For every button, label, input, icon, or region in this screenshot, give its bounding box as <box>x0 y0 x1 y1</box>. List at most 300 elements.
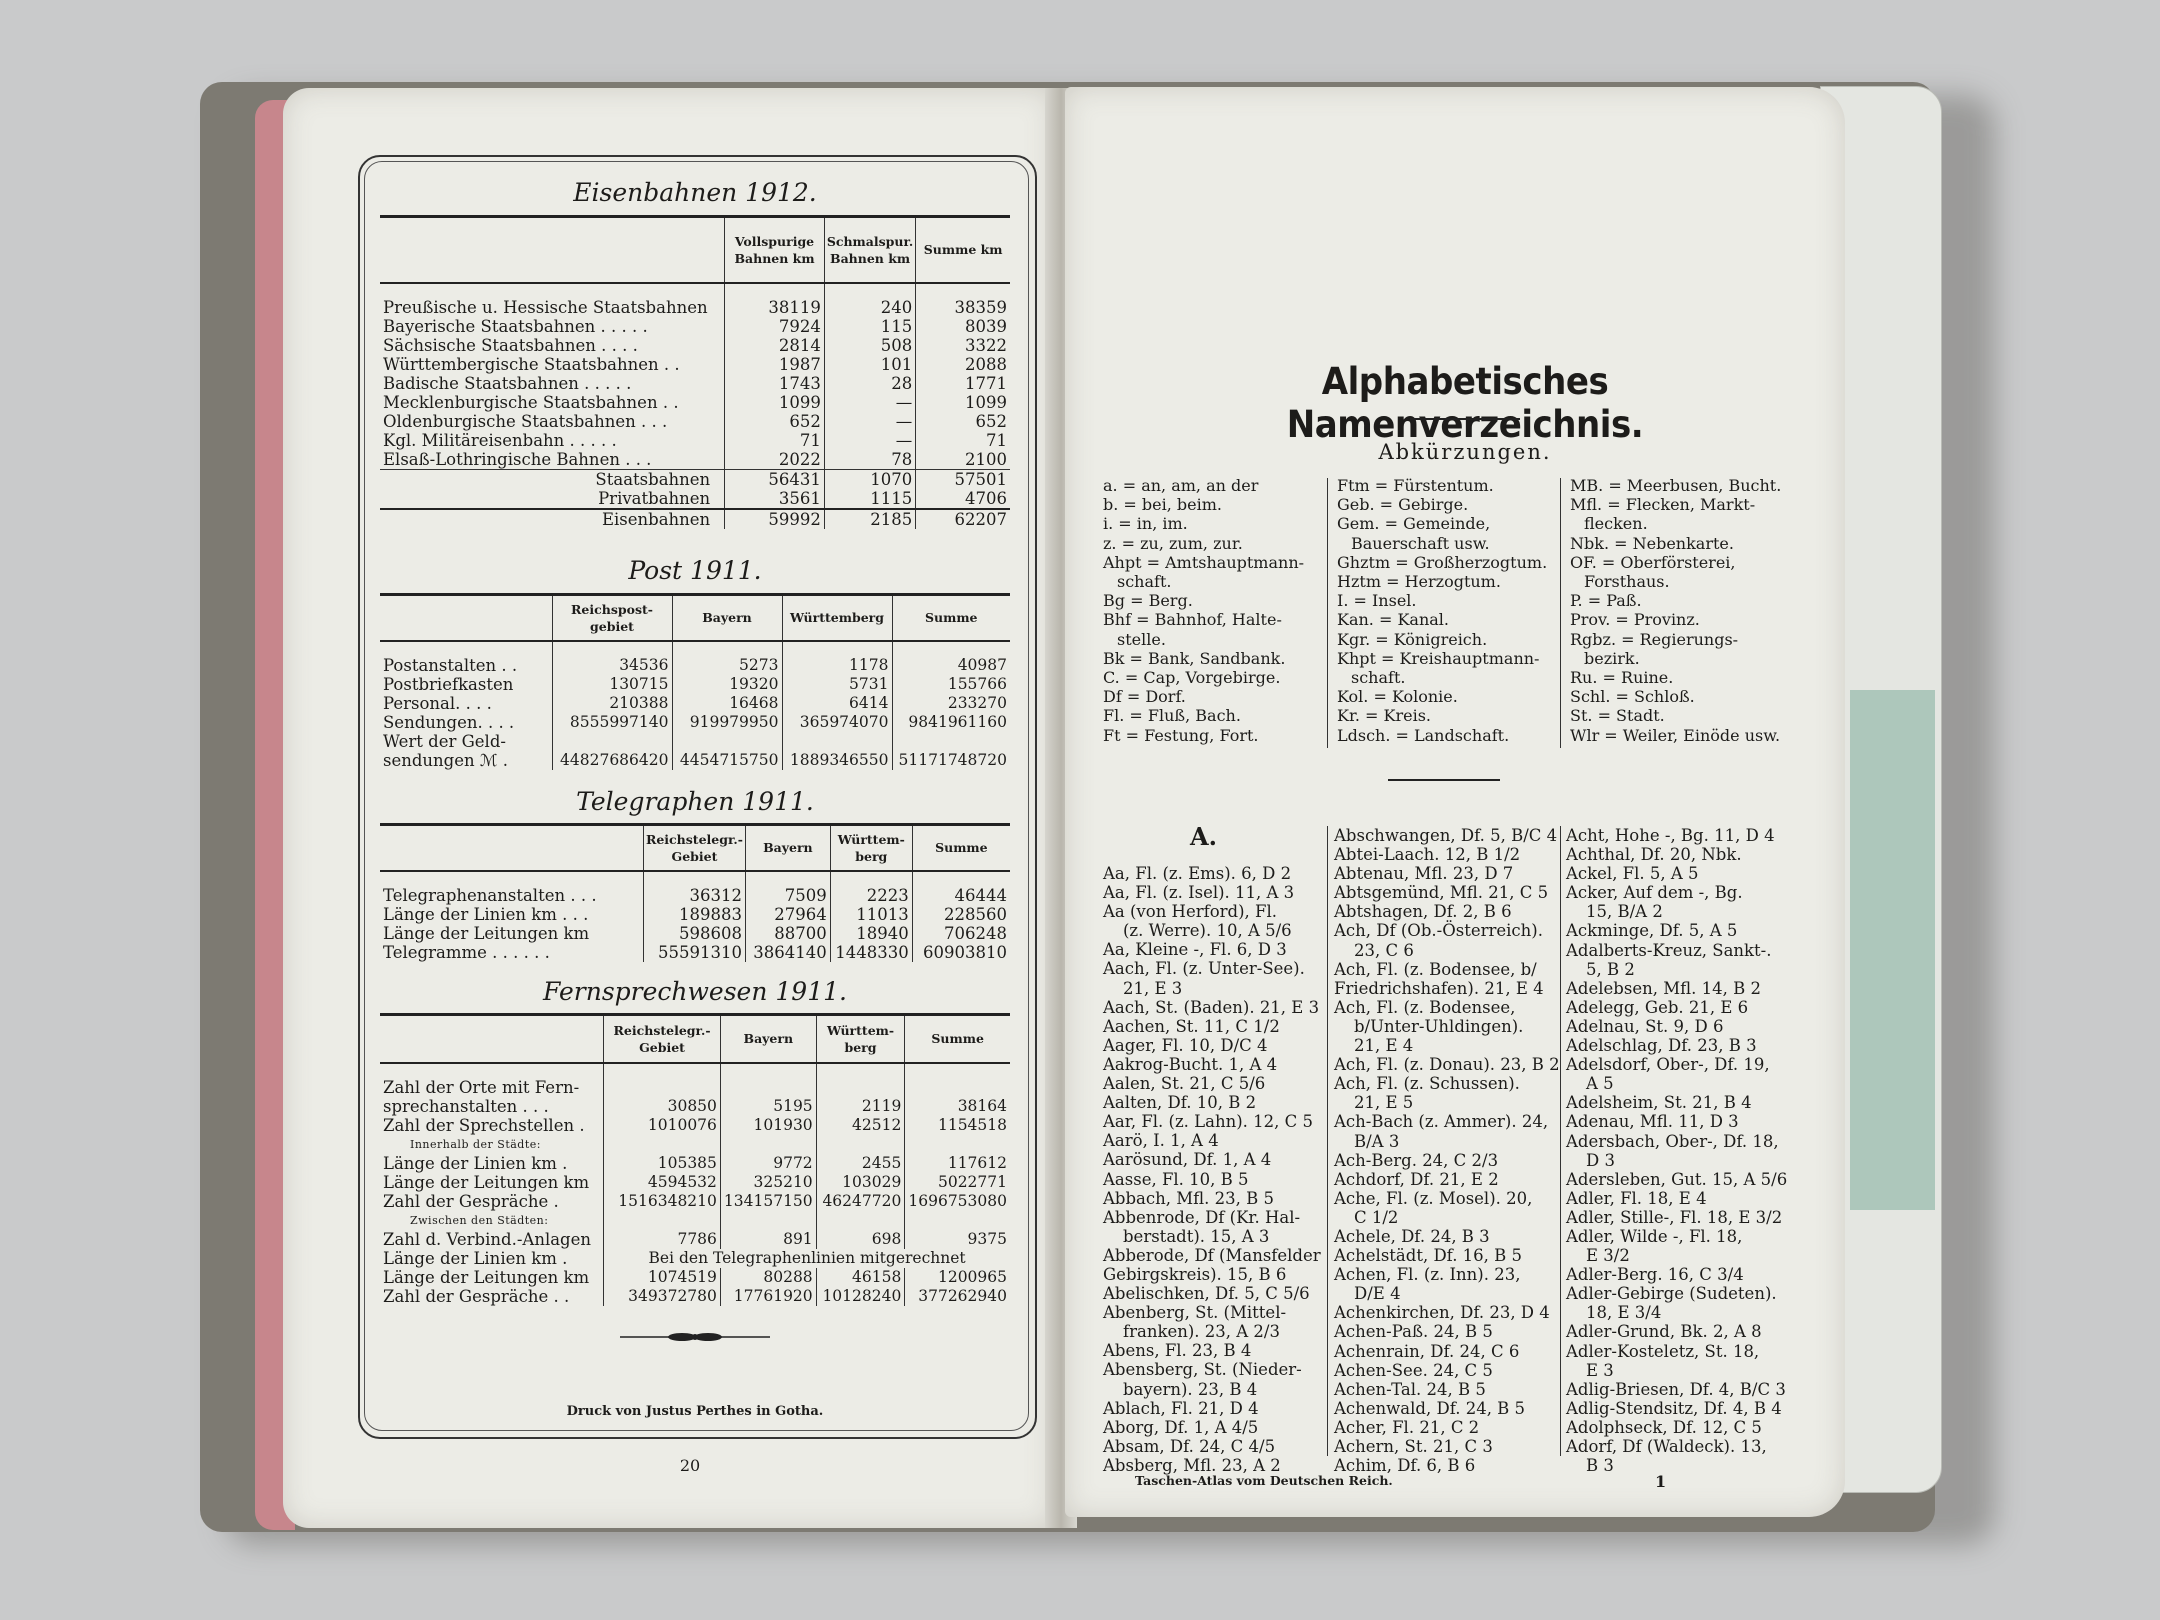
index-entry: b. = bei, beim. <box>1103 495 1222 515</box>
header-cell: Württem-berg <box>830 825 912 871</box>
value-cell: 1099 <box>916 393 1010 412</box>
index-entry: Adler-Grund, Bk. 2, A 8 <box>1566 1322 1762 1342</box>
index-entry: E 3 <box>1586 1360 1614 1380</box>
label-cell: Privatbahnen <box>598 488 711 508</box>
value-cell: — <box>824 393 915 412</box>
header-cell: Bayern <box>672 595 782 641</box>
column-divider <box>1327 478 1328 748</box>
value-cell <box>720 1063 816 1097</box>
table-row <box>380 732 1010 751</box>
index-entry: Aa, Fl. (z. Ems). 6, D 2 <box>1103 864 1292 883</box>
index-entry: Bk = Bank, Sandbank. <box>1103 648 1286 668</box>
index-entry: MB. = Meerbusen, Bucht. <box>1570 476 1782 495</box>
index-entry: Df = Dorf. <box>1103 687 1186 707</box>
label-cell: Länge der Linien km . <box>383 1248 568 1268</box>
table-row <box>380 1135 1010 1154</box>
header-cell: Schmalspur. Bahnen km <box>824 217 915 283</box>
index-entry: Adersleben, Gut. 15, A 5/6 <box>1566 1169 1788 1189</box>
label-cell: sendungen ℳ . <box>383 750 509 770</box>
index-entry: Abberode, Df (Mansfelder <box>1103 1245 1321 1265</box>
index-entry: Adenau, Mfl. 11, D 3 <box>1566 1112 1739 1132</box>
label-cell: sprechanstalten . . . <box>383 1096 549 1116</box>
value-cell: 60903810 <box>912 943 1010 962</box>
label-cell: Länge der Leitungen km <box>383 1172 590 1192</box>
index-entry: Adler-Kosteletz, St. 18, <box>1566 1341 1760 1361</box>
value-cell: 5731 <box>782 675 892 694</box>
table-row <box>380 713 1010 732</box>
index-entry: Forsthaus. <box>1584 572 1670 592</box>
value-cell: 117612 <box>905 1154 1010 1173</box>
value-cell: 240 <box>824 283 915 317</box>
label-cell: Sächsische Staatsbahnen . . . . <box>383 335 638 355</box>
value-cell: 8039 <box>916 317 1010 336</box>
value-cell: 30850 <box>604 1097 721 1116</box>
printer-imprint: Druck von Justus Perthes in Gotha. <box>566 1404 824 1419</box>
index-entry: Ahpt = Amtshauptmann- <box>1103 552 1305 572</box>
value-cell <box>892 732 1010 751</box>
table-row <box>380 374 1010 393</box>
label-cell: Eisenbahnen <box>380 509 725 529</box>
value-cell <box>905 1063 1010 1097</box>
label-cell: Kgl. Militäreisenbahn . . . . . <box>383 430 617 450</box>
value-cell <box>552 732 672 751</box>
index-entry: Ach, Fl. (z. Schussen). <box>1334 1074 1520 1094</box>
label-cell: Zahl der Gespräche . <box>383 1191 559 1211</box>
column-divider <box>1560 826 1561 1456</box>
value-cell: 134157150 <box>720 1192 816 1211</box>
value-cell: 38119 <box>725 283 825 317</box>
index-entry: Achen-See. 24, C 5 <box>1334 1360 1493 1380</box>
value-cell: 698 <box>816 1230 905 1249</box>
index-entry: Acher, Fl. 21, C 2 <box>1334 1417 1480 1437</box>
index-entry: Aasse, Fl. 10, B 5 <box>1103 1169 1249 1189</box>
index-entry: Rgbz. = Regierungs- <box>1570 629 1739 649</box>
value-cell: 6414 <box>782 694 892 713</box>
index-entry: franken). 23, A 2/3 <box>1123 1322 1280 1342</box>
value-cell <box>816 1135 905 1154</box>
index-entry: Bg = Berg. <box>1103 591 1193 611</box>
value-cell <box>604 1063 721 1097</box>
index-entry: schaft. <box>1351 668 1406 688</box>
table-row <box>380 1211 1010 1230</box>
value-cell: — <box>824 431 915 450</box>
index-column-3 <box>1566 826 1787 1475</box>
value-cell: 706248 <box>912 924 1010 943</box>
value-cell: 2100 <box>916 450 1010 470</box>
map-strip <box>1850 690 1935 1210</box>
index-entry: Prov. = Provinz. <box>1570 610 1700 630</box>
index-entry: Achdorf, Df. 21, E 2 <box>1334 1169 1499 1189</box>
value-cell: 62207 <box>916 509 1010 529</box>
post-table <box>380 593 1010 770</box>
index-entry: Adelegg, Geb. 21, E 6 <box>1566 997 1749 1017</box>
index-entry: Abens, Fl. 23, B 4 <box>1103 1341 1252 1361</box>
section-rule <box>1388 779 1500 781</box>
index-entry: Fl. = Fluß, Bach. <box>1103 706 1241 726</box>
index-entry: Achenrain, Df. 24, C 6 <box>1334 1341 1520 1361</box>
index-entry: Gebirgskreis). 15, B 6 <box>1103 1264 1287 1284</box>
table-row <box>380 450 1010 470</box>
value-cell: 36312 <box>643 871 745 905</box>
index-entry: Abenberg, St. (Mittel- <box>1103 1303 1287 1323</box>
header-cell: Bayern <box>720 1015 816 1063</box>
table-row <box>380 641 1010 675</box>
table-row <box>380 1230 1010 1249</box>
value-cell: 57501 <box>916 469 1010 489</box>
index-column-1 <box>1103 864 1321 1475</box>
index-letter: A. <box>1190 822 1217 851</box>
index-entry: Aarösund, Df. 1, A 4 <box>1103 1150 1272 1170</box>
index-entry: Ru. = Ruine. <box>1570 668 1674 688</box>
index-entry: Ablach, Fl. 21, D 4 <box>1103 1398 1259 1418</box>
index-entry: Ach, Fl. (z. Bodensee, <box>1334 997 1516 1017</box>
value-cell <box>720 1135 816 1154</box>
index-entry: Adlig-Stendsitz, Df. 4, B 4 <box>1566 1398 1782 1418</box>
index-entry: Friedrichshafen). 21, E 4 <box>1334 978 1544 998</box>
page-number-left: 20 <box>679 1456 701 1475</box>
header-cell: Summe <box>912 825 1010 871</box>
header-cell <box>380 1015 604 1063</box>
telegraphen-table <box>380 823 1010 962</box>
page-number-right: 1 <box>1655 1472 1667 1491</box>
index-entry: flecken. <box>1584 514 1648 534</box>
value-cell: 9841961160 <box>892 713 1010 732</box>
index-entry: Adelschlag, Df. 23, B 3 <box>1566 1036 1757 1056</box>
value-cell: 5273 <box>672 641 782 675</box>
index-entry: Geb. = Gebirge. <box>1337 495 1469 515</box>
index-entry: Achen-Paß. 24, B 5 <box>1334 1322 1493 1342</box>
index-entry: 5, B 2 <box>1586 959 1635 979</box>
index-entry: B 3 <box>1586 1456 1614 1476</box>
abbreviations-column-3 <box>1570 476 1781 745</box>
value-cell: 3561 <box>725 489 825 509</box>
index-entry: bayern). 23, B 4 <box>1123 1379 1258 1399</box>
label-cell: Württembergische Staatsbahnen . . <box>383 354 680 374</box>
value-cell: 1987 <box>725 355 825 374</box>
value-cell: 38359 <box>916 283 1010 317</box>
value-cell <box>816 1211 905 1230</box>
column-divider <box>1560 478 1561 748</box>
table-row <box>380 1154 1010 1173</box>
value-cell: 7924 <box>725 317 825 336</box>
value-cell: 2088 <box>916 355 1010 374</box>
index-entry: 23, C 6 <box>1354 940 1414 960</box>
table-row <box>380 905 1010 924</box>
table-row <box>380 317 1010 336</box>
index-entry: Achim, Df. 6, B 6 <box>1334 1456 1476 1476</box>
table-row <box>380 412 1010 431</box>
value-cell: 1200965 <box>905 1268 1010 1287</box>
index-entry: Kol. = Kolonie. <box>1337 687 1458 707</box>
index-entry: Aborg, Df. 1, A 4/5 <box>1103 1417 1259 1437</box>
label-cell: Elsaß-Lothringische Bahnen . . . <box>383 449 652 469</box>
header-cell: Bayern <box>745 825 830 871</box>
index-entry: 21, E 5 <box>1354 1093 1414 1113</box>
ornament-divider <box>620 1330 770 1344</box>
index-entry: Adler, Fl. 18, E 4 <box>1566 1188 1707 1208</box>
label-cell: Telegramme . . . . . . <box>383 942 550 962</box>
index-entry: D/E 4 <box>1354 1284 1401 1304</box>
value-cell: 1771 <box>916 374 1010 393</box>
index-entry: Ldsch. = Landschaft. <box>1337 725 1510 745</box>
value-cell: 4594532 <box>604 1173 721 1192</box>
table-row <box>380 355 1010 374</box>
value-cell: 1178 <box>782 641 892 675</box>
value-cell: — <box>824 412 915 431</box>
value-cell: 9772 <box>720 1154 816 1173</box>
value-cell: 1154518 <box>905 1116 1010 1135</box>
eisenbahnen-table <box>380 215 1010 529</box>
table-row <box>380 751 1010 770</box>
value-cell: 5195 <box>720 1097 816 1116</box>
header-cell: Reichstelegr.-Gebiet <box>604 1015 721 1063</box>
value-cell <box>905 1211 1010 1230</box>
index-entry: b/Unter-Uhldingen). <box>1354 1016 1524 1036</box>
value-cell: 1743 <box>725 374 825 393</box>
abbreviations-title: Abkürzungen. <box>1378 440 1552 464</box>
index-entry: Adelsdorf, Ober-, Df. 19, <box>1566 1055 1770 1075</box>
index-entry: berstadt). 15, A 3 <box>1123 1226 1270 1246</box>
header-cell: Vollspurige Bahnen km <box>725 217 825 283</box>
header-cell <box>380 825 643 871</box>
table-row <box>380 1116 1010 1135</box>
value-cell: 233270 <box>892 694 1010 713</box>
index-entry: stelle. <box>1117 629 1166 649</box>
value-cell: 2022 <box>725 450 825 470</box>
header-cell: Württem-berg <box>816 1015 905 1063</box>
index-entry: z. = zu, zum, zur. <box>1103 533 1243 553</box>
index-entry: Schl. = Schloß. <box>1570 687 1695 707</box>
index-entry: 15, B/A 2 <box>1586 902 1663 922</box>
value-cell: 325210 <box>720 1173 816 1192</box>
index-entry: Nbk. = Nebenkarte. <box>1570 533 1734 553</box>
value-cell: 8555997140 <box>552 713 672 732</box>
value-cell: 46444 <box>912 871 1010 905</box>
value-cell: 9375 <box>905 1230 1010 1249</box>
telegraphen-title: Telegraphen 1911. <box>576 787 814 816</box>
index-entry: Kr. = Kreis. <box>1337 706 1431 726</box>
index-entry: Achen-Tal. 24, B 5 <box>1334 1379 1486 1399</box>
index-entry: Adler-Gebirge (Sudeten). <box>1566 1284 1777 1304</box>
table-row <box>380 694 1010 713</box>
index-entry: Acht, Hohe -, Bg. 11, D 4 <box>1566 826 1775 845</box>
index-entry: A 5 <box>1586 1074 1614 1094</box>
index-entry: St. = Stadt. <box>1570 706 1665 726</box>
index-entry: Gem. = Gemeinde, <box>1337 514 1491 534</box>
value-cell: 11013 <box>830 905 912 924</box>
value-cell: 3864140 <box>745 943 830 962</box>
table-row <box>380 1173 1010 1192</box>
value-cell: 1448330 <box>830 943 912 962</box>
index-entry: Ackminge, Df. 5, A 5 <box>1566 921 1738 941</box>
label-cell: Länge der Linien km . . . <box>383 904 589 924</box>
table-row <box>380 336 1010 355</box>
index-entry: I. = Insel. <box>1337 591 1417 611</box>
value-cell: 101 <box>824 355 915 374</box>
value-cell: 891 <box>720 1230 816 1249</box>
index-entry: schaft. <box>1117 572 1172 592</box>
index-title: Alphabetisches Namenverzeichnis. <box>1286 360 1644 446</box>
index-entry: Adlig-Briesen, Df. 4, B/C 3 <box>1566 1379 1786 1399</box>
index-entry: Aachen, St. 11, C 1/2 <box>1103 1016 1280 1036</box>
value-cell: 377262940 <box>905 1287 1010 1306</box>
header-cell: Reichspost-gebiet <box>552 595 672 641</box>
index-entry: Kgr. = Königreich. <box>1337 629 1488 649</box>
index-entry: Aalen, St. 21, C 5/6 <box>1103 1074 1266 1094</box>
index-entry: Ackel, Fl. 5, A 5 <box>1566 864 1699 884</box>
value-cell: 46247720 <box>816 1192 905 1211</box>
index-entry: Bhf = Bahnhof, Halte- <box>1103 610 1282 630</box>
value-cell: 155766 <box>892 675 1010 694</box>
value-cell: 2223 <box>830 871 912 905</box>
index-entry: Abelischken, Df. 5, C 5/6 <box>1103 1284 1310 1304</box>
value-cell: 46158 <box>816 1268 905 1287</box>
value-cell <box>816 1063 905 1097</box>
fernsprech-table <box>380 1013 1010 1306</box>
table-row <box>380 1063 1010 1097</box>
header-cell: Summe <box>905 1015 1010 1063</box>
index-entry: P. = Paß. <box>1570 591 1642 611</box>
value-cell: 80288 <box>720 1268 816 1287</box>
index-entry: Adler-Berg. 16, C 3/4 <box>1566 1265 1744 1285</box>
value-cell <box>782 732 892 751</box>
abbreviations-column-2 <box>1337 476 1547 745</box>
header-cell <box>380 217 725 283</box>
value-cell: 1074519 <box>604 1268 721 1287</box>
table-row <box>380 924 1010 943</box>
value-cell <box>604 1135 721 1154</box>
index-entry: Ach, Fl. (z. Bodensee, b/ <box>1334 959 1537 979</box>
label-cell: Bayerische Staatsbahnen . . . . . <box>383 316 648 336</box>
value-cell: 17761920 <box>720 1287 816 1306</box>
index-entry: Adelnau, St. 9, D 6 <box>1566 1016 1724 1036</box>
header-cell: Reichstelegr.-Gebiet <box>643 825 745 871</box>
value-cell: 34536 <box>552 641 672 675</box>
index-entry: Aager, Fl. 10, D/C 4 <box>1103 1035 1268 1055</box>
index-entry: Khpt = Kreishauptmann- <box>1337 648 1540 668</box>
index-entry: Ach-Berg. 24, C 2/3 <box>1334 1150 1499 1170</box>
label-cell: Oldenburgische Staatsbahnen . . . <box>383 411 668 431</box>
index-entry: Ftm = Fürstentum. <box>1337 476 1494 495</box>
value-cell: 508 <box>824 336 915 355</box>
value-cell: 103029 <box>816 1173 905 1192</box>
value-cell: 1696753080 <box>905 1192 1010 1211</box>
value-cell: 71 <box>916 431 1010 450</box>
label-cell: Länge der Leitungen km <box>383 923 590 943</box>
value-cell: 44827686420 <box>552 751 672 770</box>
table-row <box>380 1287 1010 1306</box>
index-entry: Acker, Auf dem -, Bg. <box>1566 883 1743 903</box>
value-cell: 28 <box>824 374 915 393</box>
value-cell: 42512 <box>816 1116 905 1135</box>
label-cell: Länge der Leitungen km <box>383 1267 590 1287</box>
value-cell: 4454715750 <box>672 751 782 770</box>
value-cell: 1889346550 <box>782 751 892 770</box>
value-cell: 189883 <box>643 905 745 924</box>
column-divider <box>1327 826 1328 1456</box>
value-cell: 1099 <box>725 393 825 412</box>
value-cell: 38164 <box>905 1097 1010 1116</box>
value-cell <box>905 1135 1010 1154</box>
table-row <box>380 1192 1010 1211</box>
value-cell: 652 <box>916 412 1010 431</box>
value-cell: 88700 <box>745 924 830 943</box>
index-entry: Ach-Bach (z. Ammer). 24, <box>1334 1112 1549 1132</box>
value-cell: 56431 <box>725 469 825 489</box>
index-entry: Ft = Festung, Fort. <box>1103 725 1259 745</box>
value-cell: 1516348210 <box>604 1192 721 1211</box>
table-row <box>380 1097 1010 1116</box>
sum-row <box>380 489 1010 509</box>
index-entry: i. = in, im. <box>1103 514 1188 534</box>
header-cell: Summe <box>892 595 1010 641</box>
index-entry: Achelstädt, Df. 16, B 5 <box>1334 1246 1523 1266</box>
index-entry: Adalberts-Kreuz, Sankt-. <box>1566 940 1772 960</box>
index-entry: 21, E 4 <box>1354 1036 1414 1056</box>
atlas-footer: Taschen-Atlas vom Deutschen Reich. <box>1135 1473 1393 1488</box>
index-entry: Aakrog-Bucht. 1, A 4 <box>1103 1054 1278 1074</box>
value-cell: 349372780 <box>604 1287 721 1306</box>
index-entry: Ache, Fl. (z. Mosel). 20, <box>1334 1188 1533 1208</box>
label-cell: Innerhalb der Städte: <box>410 1137 541 1151</box>
index-entry: Achele, Df. 24, B 3 <box>1334 1226 1490 1246</box>
value-cell: 365974070 <box>782 713 892 732</box>
index-entry: D 3 <box>1586 1150 1615 1170</box>
index-entry: Aa (von Herford), Fl. <box>1103 902 1277 922</box>
value-cell: 1010076 <box>604 1116 721 1135</box>
index-entry: Achenkirchen, Df. 23, D 4 <box>1334 1303 1550 1323</box>
label-cell: Staatsbahnen <box>380 469 725 489</box>
index-entry: Aach, Fl. (z. Unter-See). <box>1103 959 1305 979</box>
index-entry: Ghztm = Großherzogtum. <box>1337 552 1548 572</box>
index-entry: Adelsheim, St. 21, B 4 <box>1566 1093 1752 1113</box>
header-cell <box>380 595 552 641</box>
index-entry: bezirk. <box>1584 648 1640 668</box>
index-entry: Aar, Fl. (z. Lahn). 12, C 5 <box>1103 1112 1313 1132</box>
label-cell: Zahl der Gespräche . . <box>383 1286 570 1306</box>
value-cell: 919979950 <box>672 713 782 732</box>
value-cell: 7786 <box>604 1230 721 1249</box>
eisenbahnen-title: Eisenbahnen 1912. <box>573 178 817 207</box>
label-cell: Preußische u. Hessische Staatsbahnen <box>383 297 708 317</box>
post-title: Post 1911. <box>628 556 762 585</box>
label-cell: Zahl der Sprechstellen . <box>383 1115 585 1135</box>
value-cell: 228560 <box>912 905 1010 924</box>
label-cell: Zahl der Orte mit Fern- <box>383 1077 580 1097</box>
label-cell: Länge der Linien km . <box>383 1153 568 1173</box>
label-cell: Postanstalten . . <box>383 655 518 675</box>
index-entry: 18, E 3/4 <box>1586 1303 1662 1323</box>
index-entry: Aalten, Df. 10, B 2 <box>1103 1093 1257 1113</box>
value-cell: 4706 <box>916 489 1010 509</box>
index-entry: Absam, Df. 24, C 4/5 <box>1103 1436 1276 1456</box>
index-entry: Abbach, Mfl. 23, B 5 <box>1103 1188 1274 1208</box>
value-cell: 5022771 <box>905 1173 1010 1192</box>
value-cell: 51171748720 <box>892 751 1010 770</box>
label-cell: Zwischen den Städten: <box>410 1213 549 1227</box>
index-entry: Wlr = Weiler, Einöde usw. <box>1570 725 1781 745</box>
index-entry: Adolphseck, Df. 12, C 5 <box>1566 1417 1762 1437</box>
label-cell: Postbriefkasten <box>383 674 514 694</box>
index-entry: Adelebsen, Mfl. 14, B 2 <box>1566 978 1761 998</box>
index-entry: a. = an, am, an der <box>1103 476 1259 495</box>
label-cell: Badische Staatsbahnen . . . . . <box>383 373 632 393</box>
value-cell: 2814 <box>725 336 825 355</box>
value-cell: 18940 <box>830 924 912 943</box>
index-entry: Adler, Wilde -, Fl. 18, <box>1566 1226 1743 1246</box>
label-cell: Sendungen. . . . <box>383 712 515 732</box>
index-entry: Achern, St. 21, C 3 <box>1334 1437 1493 1456</box>
